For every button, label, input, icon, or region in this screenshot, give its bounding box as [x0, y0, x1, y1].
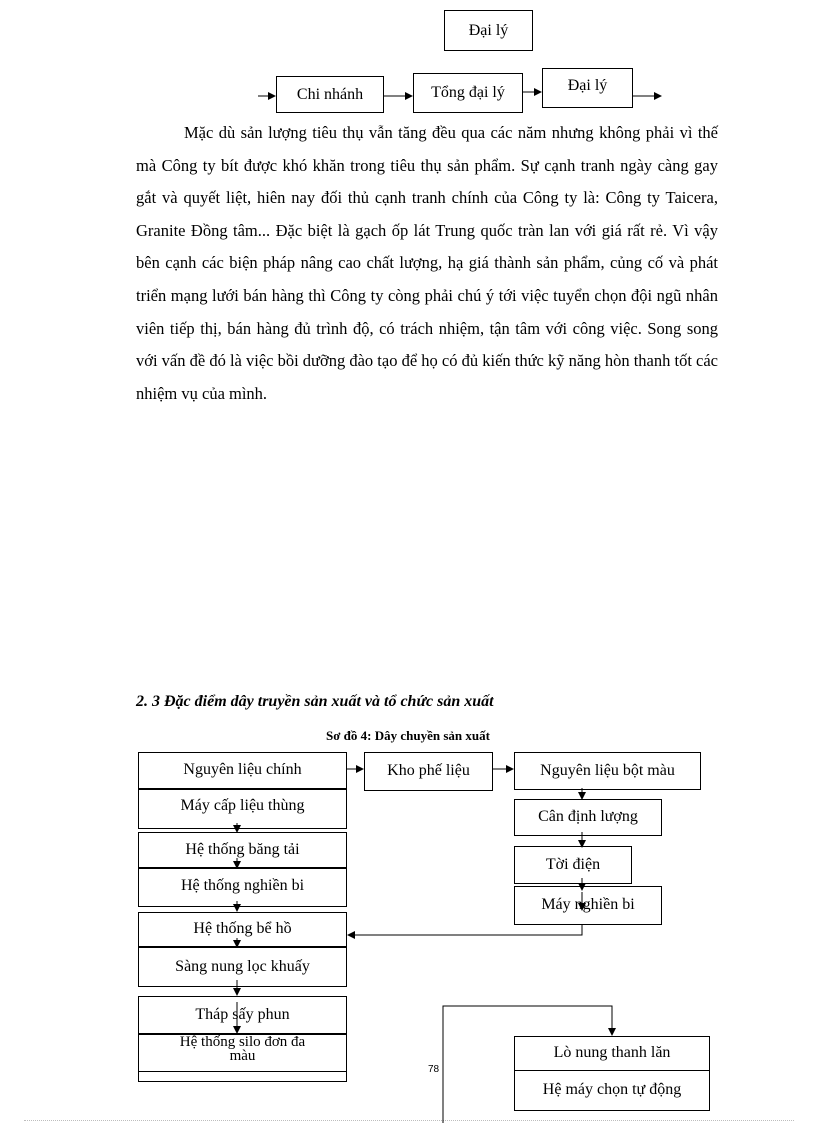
right-step-label: Máy nghiền bi [541, 896, 635, 914]
body-text: Mặc dù sản lượng tiêu thụ vẫn tăng đều qua các năm nhưng không phải vì thế mà Công ty bít được khó khăn trong tiêu thụ sản phẩm. Sự cạnh tranh ngày càng gay gắt và quyết liệt, hiên nay đối thủ cạnh tranh chính của Công ty là: Công ty Taicera, Granite Đồng tâm... Đặc biệt là gạch ốp lát Trung quốc tràn lan với giá rất rẻ. Vì vậy bên cạnh các biện pháp nâng cao chất lượng, hạ giá thành sản phẩm, củng cố và phát triển mạng lưới bán hàng thì Công ty còng phải chú ý tới việc tuyển chọn đội ngũ nhân viên tiếp thị, bán hàng đủ trình độ, có trách nhiệm, tận tâm với công việc. Song song với vấn đề đó là việc bồi dưỡng đào tạo để họ có đủ kiến thức kỹ năng hòn thanh tốt các nhiệm vụ của mình. [136, 123, 718, 403]
section-heading: 2. 3 Đặc điểm dây truyền sản xuất và tổ chức sản xuất [136, 693, 494, 710]
right-step-label: Nguyên liệu bột màu [540, 761, 675, 779]
left-step-label: Tháp sấy phun [195, 1005, 290, 1023]
branch-label: Chi nhánh [296, 85, 364, 103]
left-step-label: Hệ thống nghiền bi [180, 877, 305, 894]
page-number: 78 [428, 1064, 440, 1075]
diagram-caption: Sơ đồ 4: Dây chuyền sản xuất [326, 728, 490, 743]
left-step-label: Nguyên liệu chính [183, 761, 302, 779]
return-line-mill-to-tank [348, 925, 582, 935]
kiln-feed-line [443, 1006, 612, 1123]
left-step-label: Máy cấp liệu thùng [180, 797, 305, 814]
general-agent-label: Tổng đại lý [431, 84, 505, 101]
left-step-label: Sàng nung lọc khuấy [175, 957, 310, 975]
agent-label: Đại lý [567, 77, 608, 94]
left-step-label: Hệ thống silo đơn đa màu [179, 1034, 306, 1065]
left-step-label: Hệ thống băng tải [185, 841, 300, 858]
right-step-label: Tời điện [545, 855, 601, 873]
top-agent-label: Đại lý [468, 21, 509, 39]
left-step-label: Hệ thống bể hồ [193, 920, 292, 938]
sorting-machine-label: Hệ máy chọn tự động [542, 1081, 682, 1099]
right-step-label: Cân định lượng [538, 808, 638, 826]
scrap-store-label: Kho phế liệu [387, 762, 470, 780]
kiln-label: Lò nung thanh lăn [553, 1044, 671, 1062]
